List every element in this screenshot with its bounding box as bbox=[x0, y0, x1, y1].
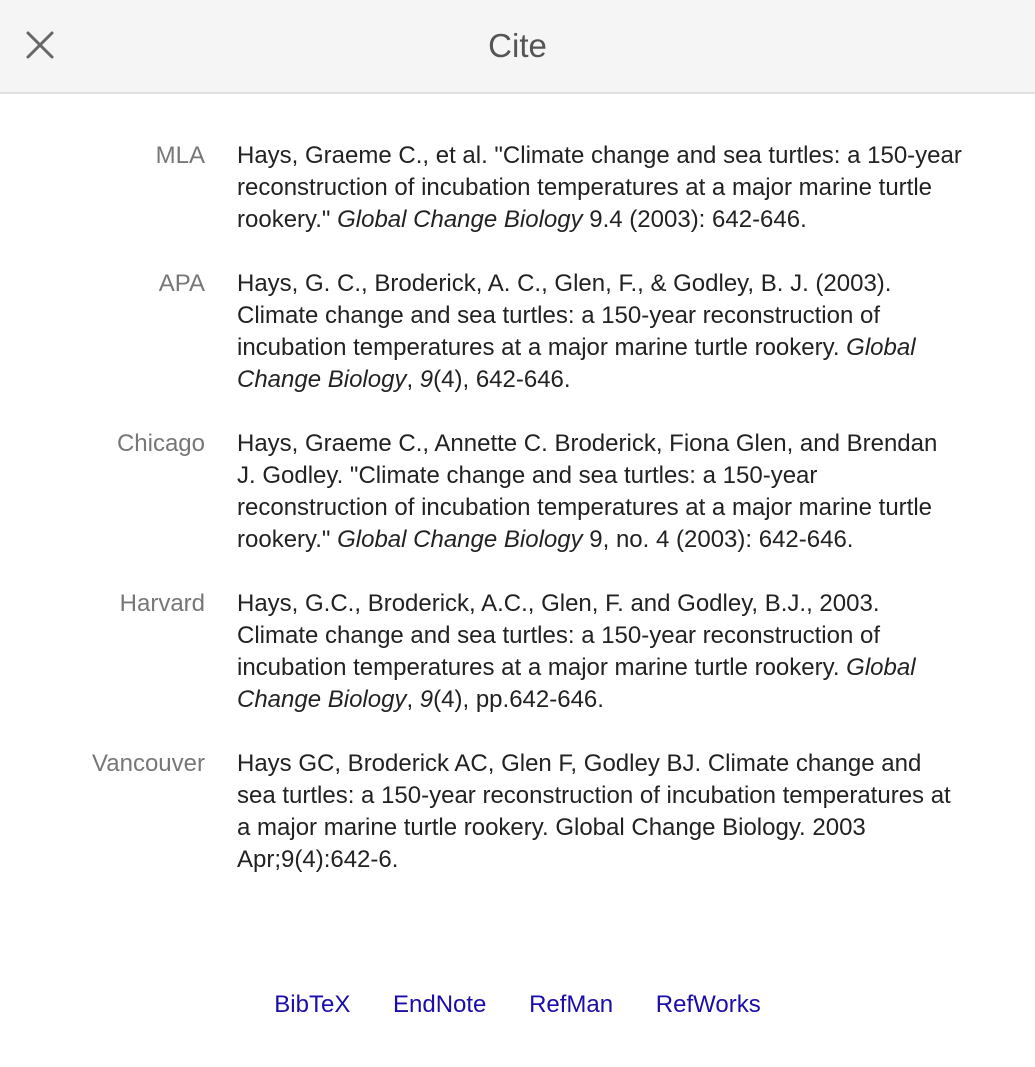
citation-row-apa bbox=[0, 268, 1035, 396]
citation-row-mla bbox=[0, 140, 1035, 236]
citation-style-label: APA bbox=[158, 270, 205, 297]
citation-row-vancouver bbox=[0, 748, 1035, 876]
citation-mid: , bbox=[406, 366, 420, 393]
citation-row-chicago bbox=[0, 428, 1035, 556]
citation-pre: Hays, G.C., Broderick, A.C., Glen, F. and Godley, B.J., 2003. Climate change and sea turtles: a 150-year reconstruction of incubation temperatures at a major marine turtle rookery. bbox=[237, 590, 881, 681]
citation-pre: Hays, Graeme C., et al. "Climate change and sea turtles: a 150-year reconstruction of incubation temperatures at a major marine turtle rookery." bbox=[237, 142, 962, 233]
citation-style-label: Chicago bbox=[116, 430, 205, 457]
citation-journal: Global Change Biology bbox=[337, 206, 583, 233]
dialog-title: Cite bbox=[488, 27, 547, 64]
citation-journal: Global Change Biology bbox=[237, 334, 916, 393]
citation-style-label: MLA bbox=[155, 142, 205, 169]
citation-list bbox=[0, 140, 1035, 908]
citation-pre: Hays GC, Broderick AC, Glen F, Godley BJ. Climate change and sea turtles: a 150-year reconstruction of incubation temperatures at a major marine turtle rookery. Global Change Biology. 2003 Apr;9(4):642-6. bbox=[237, 750, 951, 873]
bibtex-link[interactable]: BibTeX bbox=[274, 991, 351, 1018]
endnote-link[interactable]: EndNote bbox=[393, 991, 487, 1018]
citation-style-label: Vancouver bbox=[92, 750, 205, 777]
citation-mid: , bbox=[406, 686, 420, 713]
citation-mid: 9.4 (2003): 642-646. bbox=[582, 206, 807, 233]
dialog-header bbox=[0, 0, 1035, 94]
citation-row-harvard bbox=[0, 588, 1035, 716]
refman-link[interactable]: RefMan bbox=[529, 991, 614, 1018]
citation-style-label: Harvard bbox=[119, 590, 205, 617]
citation-pre: Hays, G. C., Broderick, A. C., Glen, F., & Godley, B. J. (2003). Climate change and sea turtles: a 150-year reconstruction of incubation temperatures at a major marine turtle rookery. bbox=[237, 270, 892, 361]
citation-volume: 9 bbox=[419, 366, 434, 393]
citation-journal: Global Change Biology bbox=[337, 526, 583, 553]
citation-mid: 9, no. 4 (2003): 642-646. bbox=[582, 526, 854, 553]
citation-text-vancouver[interactable] bbox=[237, 748, 962, 876]
citation-text-chicago[interactable] bbox=[237, 428, 962, 556]
citation-pre: Hays, Graeme C., Annette C. Broderick, Fiona Glen, and Brendan J. Godley. "Climate change and sea turtles: a 150-year reconstruction of incubation temperatures at a major marine turtle rookery." bbox=[237, 430, 938, 553]
citation-text-harvard[interactable] bbox=[237, 588, 962, 716]
citation-post: (4), 642-646. bbox=[433, 366, 571, 393]
citation-text-mla[interactable] bbox=[237, 140, 962, 236]
citation-volume: 9 bbox=[419, 686, 434, 713]
citation-post: (4), pp.642-646. bbox=[433, 686, 604, 713]
refworks-link[interactable]: RefWorks bbox=[655, 991, 761, 1018]
export-links bbox=[0, 988, 1035, 1022]
citation-journal: Global Change Biology bbox=[237, 654, 916, 713]
citation-text-apa[interactable] bbox=[237, 268, 962, 396]
